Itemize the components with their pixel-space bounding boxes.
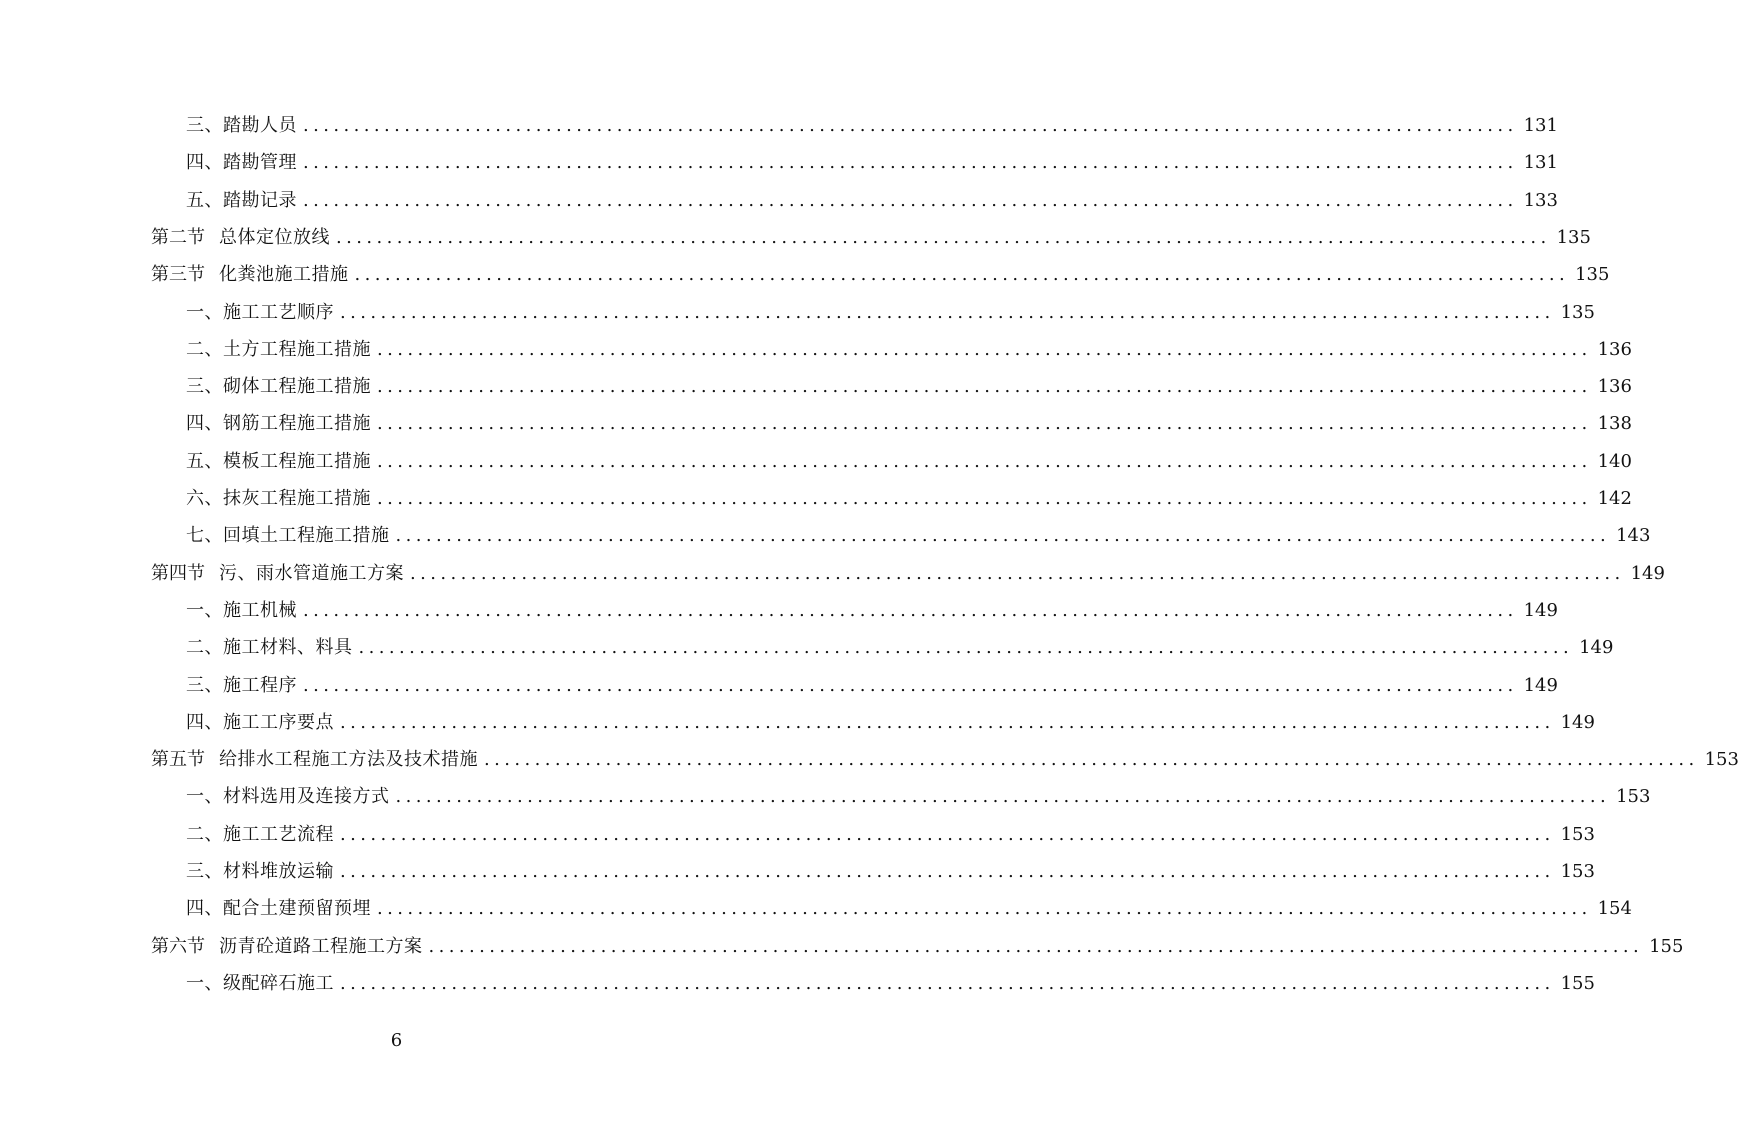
toc-entry[interactable] — [0, 734, 1739, 771]
toc-dot-leader: ........................................................................................................................ — [377, 488, 1592, 509]
toc-dot-leader: ........................................................................................................................ — [303, 152, 1518, 174]
toc-entry[interactable] — [0, 548, 1665, 585]
toc-entry-title: 沥青砼道路工程施工方案 — [219, 935, 423, 957]
toc-entry[interactable] — [0, 510, 1651, 547]
toc-entry[interactable] — [0, 883, 1632, 920]
toc-entry[interactable] — [0, 100, 1558, 137]
toc-page-number: 135 — [1560, 301, 1595, 323]
toc-dot-leader: ........................................................................................................................ — [484, 749, 1699, 771]
toc-entry[interactable] — [0, 921, 1684, 958]
toc-dot-leader: ........................................................................................................................ — [303, 674, 1518, 696]
toc-page-number: 138 — [1597, 413, 1632, 435]
toc-entry[interactable] — [0, 324, 1632, 361]
toc-page-number: 153 — [1560, 823, 1595, 845]
toc-page-number: 149 — [1560, 711, 1595, 733]
toc-entry[interactable] — [0, 585, 1558, 622]
toc-entry-title: 四、踏勘管理 — [186, 152, 297, 174]
toc-dot-leader: ........................................................................................................................ — [336, 226, 1551, 248]
toc-entry-title: 三、砌体工程施工措施 — [186, 376, 371, 398]
toc-entry-title: 一、施工工艺顺序 — [186, 301, 334, 323]
toc-dot-leader: ........................................................................................................................ — [395, 786, 1611, 808]
toc-dot-leader: ........................................................................................................................ — [377, 338, 1592, 360]
toc-entry[interactable] — [0, 771, 1651, 808]
toc-entry-title: 五、模板工程施工措施 — [186, 450, 371, 472]
toc-page-number: 136 — [1597, 376, 1632, 398]
toc-entry-title: 二、土方工程施工措施 — [186, 338, 371, 360]
toc-entry[interactable] — [0, 212, 1591, 249]
toc-page-number: 149 — [1579, 637, 1614, 659]
toc-entry[interactable] — [0, 249, 1610, 286]
toc-section-number: 第五节 — [151, 749, 205, 771]
toc-entry-title: 一、级配碎石施工 — [186, 972, 334, 994]
toc-page-number: 135 — [1556, 226, 1591, 248]
toc-dot-leader: ........................................................................................................................ — [340, 301, 1555, 323]
toc-page-number: 153 — [1616, 786, 1651, 808]
toc-dot-leader: ........................................................................................................................ — [377, 413, 1592, 435]
toc-entry[interactable] — [0, 436, 1632, 473]
toc-dot-leader: ........................................................................................................................ — [303, 115, 1518, 136]
toc-entry[interactable] — [0, 361, 1632, 398]
toc-page-number: 155 — [1560, 972, 1595, 994]
toc-entry[interactable] — [0, 809, 1595, 846]
toc-section-number: 第四节 — [151, 562, 205, 584]
toc-entry-title: 一、施工机械 — [186, 599, 297, 621]
toc-dot-leader: ........................................................................................................................ — [303, 189, 1518, 211]
toc-page-number: 149 — [1523, 599, 1558, 621]
toc-entry[interactable] — [0, 287, 1595, 324]
toc-dot-leader: ........................................................................................................................ — [340, 711, 1555, 733]
toc-entry-title: 六、抹灰工程施工措施 — [186, 488, 371, 509]
toc-dot-leader: ........................................................................................................................ — [377, 898, 1592, 920]
toc-entry-title: 给排水工程施工方法及技术措施 — [219, 749, 478, 771]
toc-page-number: 143 — [1616, 525, 1651, 547]
toc-entry[interactable] — [0, 660, 1558, 697]
toc-dot-leader: ........................................................................................................................ — [358, 637, 1574, 659]
toc-dot-leader: ........................................................................................................................ — [340, 823, 1555, 845]
toc-page-number: 154 — [1597, 898, 1632, 920]
toc-entry-title: 三、材料堆放运输 — [186, 861, 334, 882]
toc-page-number: 140 — [1597, 450, 1632, 472]
toc-page-number: 136 — [1597, 338, 1632, 360]
toc-page-number: 149 — [1630, 562, 1665, 584]
toc-entry-title: 污、雨水管道施工方案 — [219, 562, 404, 584]
toc-page-number: 153 — [1704, 749, 1739, 771]
toc-entry-title: 二、施工材料、料具 — [186, 637, 353, 659]
toc-dot-leader: ........................................................................................................................ — [428, 935, 1644, 957]
toc-dot-leader: ........................................................................................................................ — [377, 376, 1592, 398]
toc-entry-title: 一、材料选用及连接方式 — [186, 786, 390, 808]
toc-dot-leader: ........................................................................................................................ — [303, 599, 1518, 621]
toc-page-number: 131 — [1523, 115, 1558, 136]
toc-page-number: 155 — [1649, 935, 1684, 957]
toc-page-number: 133 — [1523, 189, 1558, 211]
toc-page-number: 149 — [1523, 674, 1558, 696]
toc-entry[interactable] — [0, 622, 1614, 659]
toc-entry-title: 四、施工工序要点 — [186, 711, 334, 733]
toc-entry[interactable] — [0, 175, 1558, 212]
toc-dot-leader: ........................................................................................................................ — [410, 562, 1625, 584]
toc-entry-title: 四、钢筋工程施工措施 — [186, 413, 371, 435]
toc-entry-title: 七、回填土工程施工措施 — [186, 525, 390, 547]
toc-page-number: 135 — [1575, 264, 1610, 286]
toc-entry-title: 三、踏勘人员 — [186, 115, 297, 136]
toc-section-number: 第二节 — [151, 226, 205, 248]
toc-dot-leader: ........................................................................................................................ — [354, 264, 1570, 286]
toc-page-number: 142 — [1597, 488, 1632, 509]
toc-entry[interactable] — [0, 473, 1632, 510]
toc-entry[interactable] — [0, 958, 1595, 995]
toc-section-number: 第六节 — [151, 935, 205, 957]
toc-entry-title: 四、配合土建预留预埋 — [186, 898, 371, 920]
toc-entry-title: 化粪池施工措施 — [219, 264, 349, 286]
toc-page-number: 131 — [1523, 152, 1558, 174]
toc-dot-leader: ........................................................................................................................ — [395, 525, 1611, 547]
toc-entry-title: 五、踏勘记录 — [186, 189, 297, 211]
toc-dot-leader: ........................................................................................................................ — [340, 972, 1555, 994]
toc-entry[interactable] — [0, 137, 1558, 174]
toc-entry[interactable] — [0, 398, 1632, 435]
toc-page-number: 153 — [1560, 861, 1595, 882]
toc-dot-leader: ........................................................................................................................ — [377, 450, 1592, 472]
toc-entry[interactable] — [0, 697, 1595, 734]
toc-section-number: 第三节 — [151, 264, 205, 286]
page-number: 6 — [390, 1030, 403, 1051]
toc-entry[interactable] — [0, 846, 1595, 883]
toc-entry-title: 总体定位放线 — [219, 226, 330, 248]
toc-dot-leader: ........................................................................................................................ — [340, 861, 1555, 882]
toc-entry-title: 三、施工程序 — [186, 674, 297, 696]
toc-entry-title: 二、施工工艺流程 — [186, 823, 334, 845]
